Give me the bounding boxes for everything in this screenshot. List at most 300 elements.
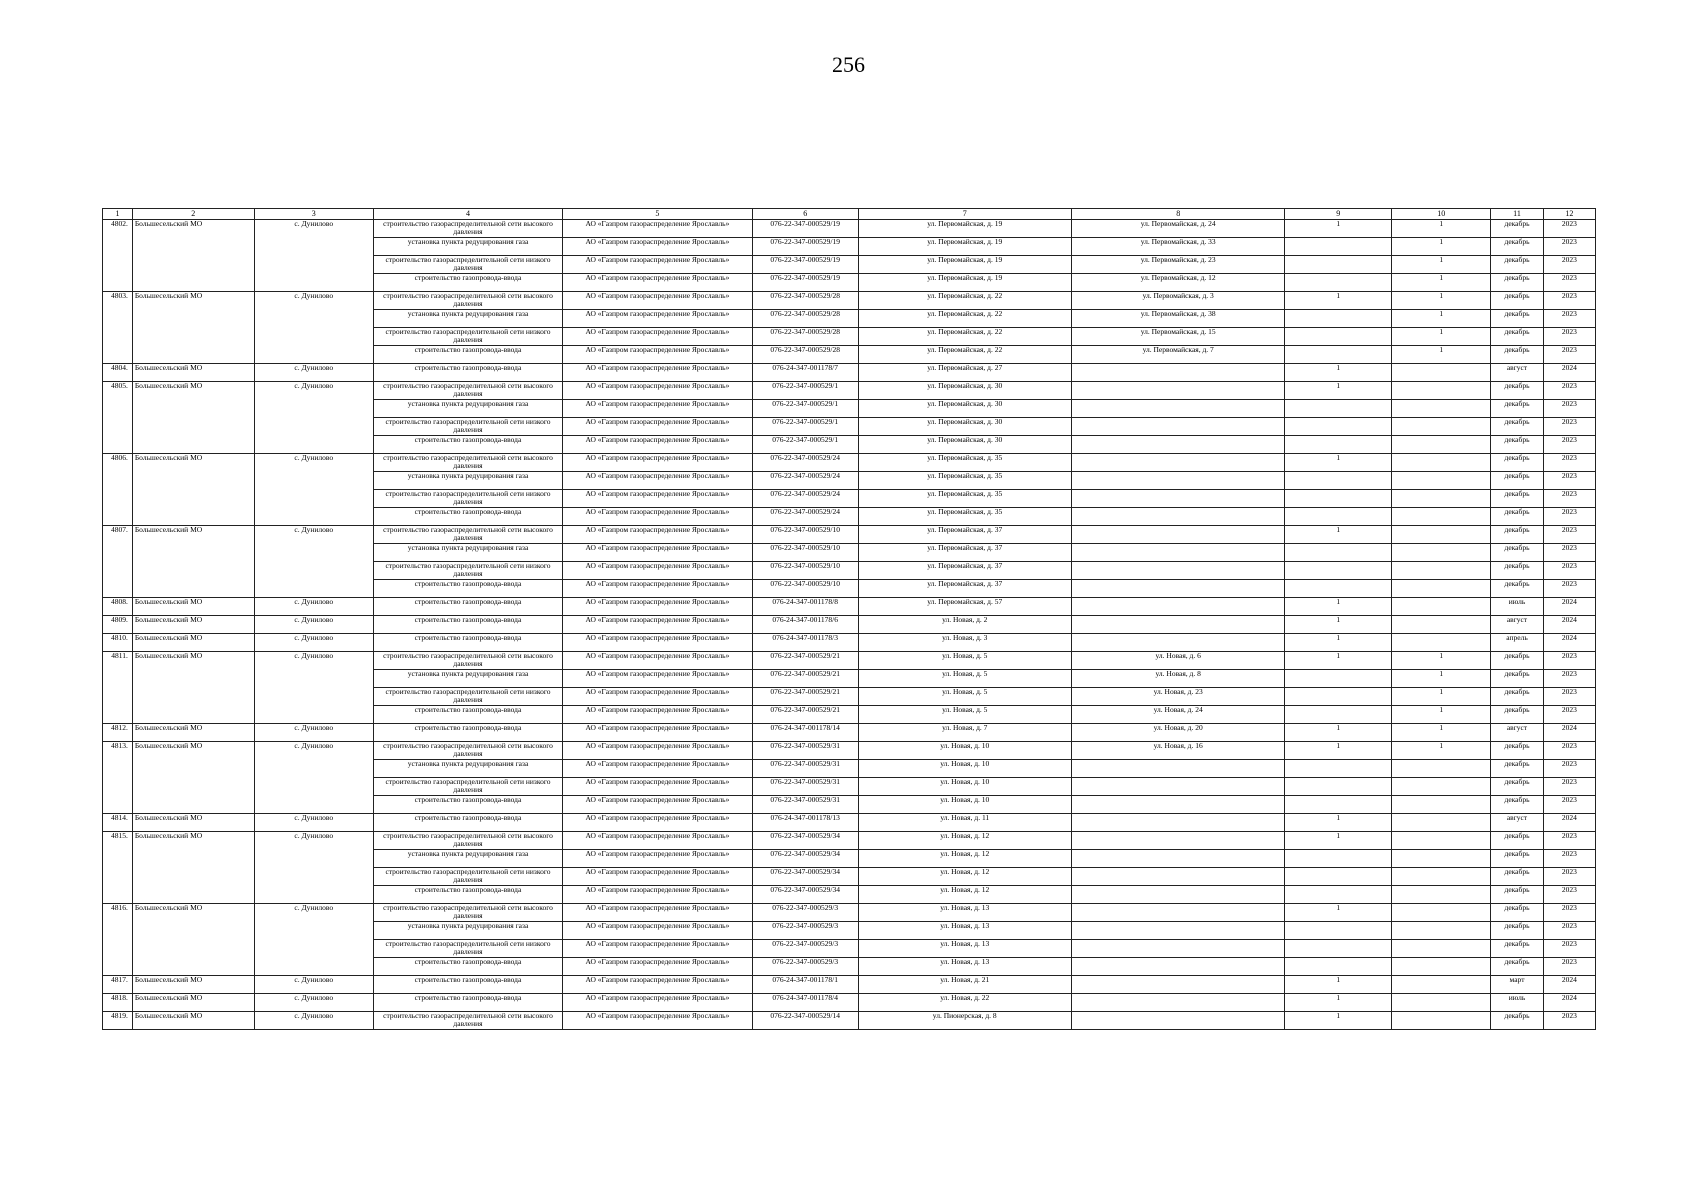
work-type-cell: установка пункта редуцирования газа — [374, 400, 563, 418]
row-number-cell: 4814. — [103, 814, 133, 832]
month-cell: декабрь — [1491, 490, 1543, 508]
count2-cell — [1392, 922, 1491, 940]
tu-number-cell: 076-22-347-000529/10 — [752, 562, 858, 580]
locality-cell: с. Дунилово — [254, 994, 374, 1012]
work-type-cell: строительство газопровода-ввода — [374, 274, 563, 292]
count-cell — [1285, 508, 1392, 526]
locality-cell — [254, 796, 374, 814]
month-cell: декабрь — [1491, 706, 1543, 724]
row-number-cell — [103, 418, 133, 436]
work-type-cell: строительство газораспределительной сети низкого давления — [374, 418, 563, 436]
address-cell: ул. Первомайская, д. 30 — [858, 400, 1071, 418]
address-cell: ул. Новая, д. 12 — [858, 850, 1071, 868]
table-body — [103, 209, 1596, 1030]
locality-cell — [254, 562, 374, 580]
work-type-cell: строительство газопровода-ввода — [374, 976, 563, 994]
address-cell: ул. Первомайская, д. 19 — [858, 238, 1071, 256]
organization-cell: АО «Газпром газораспределение Ярославль» — [562, 922, 752, 940]
address2-cell: ул. Новая, д. 24 — [1071, 706, 1284, 724]
address2-cell — [1071, 814, 1284, 832]
row-number-cell — [103, 922, 133, 940]
count2-cell — [1392, 454, 1491, 472]
year-cell: 2023 — [1543, 958, 1595, 976]
tu-number-cell: 076-24-347-001178/4 — [752, 994, 858, 1012]
locality-cell — [254, 670, 374, 688]
row-number-cell — [103, 670, 133, 688]
work-type-cell: установка пункта редуцирования газа — [374, 238, 563, 256]
table-row — [103, 616, 1596, 634]
month-cell: декабрь — [1491, 868, 1543, 886]
address-cell: ул. Новая, д. 21 — [858, 976, 1071, 994]
address-cell: ул. Первомайская, д. 37 — [858, 544, 1071, 562]
year-cell: 2023 — [1543, 346, 1595, 364]
organization-cell: АО «Газпром газораспределение Ярославль» — [562, 544, 752, 562]
tu-number-cell: 076-22-347-000529/10 — [752, 526, 858, 544]
address-cell: ул. Новая, д. 13 — [858, 904, 1071, 922]
locality-cell — [254, 256, 374, 274]
table-row — [103, 904, 1596, 922]
month-cell: июль — [1491, 598, 1543, 616]
col-header: 9 — [1285, 209, 1392, 220]
table-row — [103, 670, 1596, 688]
month-cell: декабрь — [1491, 238, 1543, 256]
municipality-cell — [132, 346, 254, 364]
count-cell — [1285, 778, 1392, 796]
tu-number-cell: 076-22-347-000529/1 — [752, 400, 858, 418]
work-type-cell: строительство газораспределительной сети высокого давления — [374, 1012, 563, 1030]
month-cell: декабрь — [1491, 220, 1543, 238]
count2-cell — [1392, 904, 1491, 922]
address-cell: ул. Первомайская, д. 35 — [858, 472, 1071, 490]
table-row — [103, 418, 1596, 436]
table-row — [103, 958, 1596, 976]
table-row — [103, 688, 1596, 706]
month-cell: декабрь — [1491, 580, 1543, 598]
table-row — [103, 436, 1596, 454]
row-number-cell — [103, 688, 133, 706]
organization-cell: АО «Газпром газораспределение Ярославль» — [562, 580, 752, 598]
organization-cell: АО «Газпром газораспределение Ярославль» — [562, 670, 752, 688]
organization-cell: АО «Газпром газораспределение Ярославль» — [562, 220, 752, 238]
row-number-cell — [103, 940, 133, 958]
organization-cell: АО «Газпром газораспределение Ярославль» — [562, 562, 752, 580]
address2-cell — [1071, 796, 1284, 814]
table-row — [103, 256, 1596, 274]
locality-cell: с. Дунилово — [254, 652, 374, 670]
count-cell — [1285, 310, 1392, 328]
row-number-cell: 4804. — [103, 364, 133, 382]
address2-cell — [1071, 454, 1284, 472]
address2-cell — [1071, 382, 1284, 400]
count-cell: 1 — [1285, 742, 1392, 760]
year-cell: 2023 — [1543, 652, 1595, 670]
address-cell: ул. Первомайская, д. 35 — [858, 508, 1071, 526]
tu-number-cell: 076-22-347-000529/1 — [752, 418, 858, 436]
year-cell: 2024 — [1543, 616, 1595, 634]
count-cell: 1 — [1285, 526, 1392, 544]
col-header: 8 — [1071, 209, 1284, 220]
municipality-cell: Большесельский МО — [132, 652, 254, 670]
municipality-cell: Большесельский МО — [132, 220, 254, 238]
count2-cell — [1392, 562, 1491, 580]
address2-cell — [1071, 1012, 1284, 1030]
address-cell: ул. Новая, д. 3 — [858, 634, 1071, 652]
organization-cell: АО «Газпром газораспределение Ярославль» — [562, 526, 752, 544]
municipality-cell — [132, 688, 254, 706]
count-cell: 1 — [1285, 814, 1392, 832]
address2-cell: ул. Новая, д. 16 — [1071, 742, 1284, 760]
month-cell: декабрь — [1491, 454, 1543, 472]
organization-cell: АО «Газпром газораспределение Ярославль» — [562, 508, 752, 526]
year-cell: 2023 — [1543, 400, 1595, 418]
year-cell: 2023 — [1543, 292, 1595, 310]
month-cell: декабрь — [1491, 904, 1543, 922]
tu-number-cell: 076-22-347-000529/19 — [752, 220, 858, 238]
work-type-cell: строительство газораспределительной сети высокого давления — [374, 292, 563, 310]
count-cell: 1 — [1285, 994, 1392, 1012]
year-cell: 2023 — [1543, 328, 1595, 346]
work-type-cell: строительство газораспределительной сети низкого давления — [374, 256, 563, 274]
year-cell: 2023 — [1543, 490, 1595, 508]
locality-cell: с. Дунилово — [254, 220, 374, 238]
count-cell: 1 — [1285, 382, 1392, 400]
year-cell: 2023 — [1543, 310, 1595, 328]
table-row — [103, 922, 1596, 940]
year-cell: 2024 — [1543, 976, 1595, 994]
count-cell — [1285, 796, 1392, 814]
work-type-cell: строительство газораспределительной сети высокого давления — [374, 220, 563, 238]
organization-cell: АО «Газпром газораспределение Ярославль» — [562, 274, 752, 292]
count2-cell — [1392, 382, 1491, 400]
work-type-cell: строительство газопровода-ввода — [374, 508, 563, 526]
count2-cell — [1392, 418, 1491, 436]
address-cell: ул. Новая, д. 12 — [858, 868, 1071, 886]
month-cell: август — [1491, 616, 1543, 634]
table-row — [103, 814, 1596, 832]
address2-cell: ул. Первомайская, д. 15 — [1071, 328, 1284, 346]
address-cell: ул. Новая, д. 10 — [858, 796, 1071, 814]
count2-cell — [1392, 400, 1491, 418]
count2-cell — [1392, 976, 1491, 994]
tu-number-cell: 076-24-347-001178/13 — [752, 814, 858, 832]
count2-cell: 1 — [1392, 220, 1491, 238]
month-cell: декабрь — [1491, 760, 1543, 778]
month-cell: декабрь — [1491, 886, 1543, 904]
count-cell — [1285, 472, 1392, 490]
count-cell: 1 — [1285, 652, 1392, 670]
work-type-cell: строительство газораспределительной сети высокого давления — [374, 904, 563, 922]
month-cell: декабрь — [1491, 688, 1543, 706]
tu-number-cell: 076-22-347-000529/34 — [752, 832, 858, 850]
table-row — [103, 724, 1596, 742]
count2-cell — [1392, 616, 1491, 634]
municipality-cell — [132, 760, 254, 778]
work-type-cell: строительство газопровода-ввода — [374, 598, 563, 616]
work-type-cell: строительство газораспределительной сети низкого давления — [374, 868, 563, 886]
table-row — [103, 310, 1596, 328]
municipality-cell: Большесельский МО — [132, 616, 254, 634]
row-number-cell: 4819. — [103, 1012, 133, 1030]
register-table — [102, 208, 1596, 1030]
month-cell: декабрь — [1491, 958, 1543, 976]
address2-cell: ул. Новая, д. 23 — [1071, 688, 1284, 706]
month-cell: декабрь — [1491, 328, 1543, 346]
municipality-cell: Большесельский МО — [132, 382, 254, 400]
address-cell: ул. Первомайская, д. 30 — [858, 436, 1071, 454]
work-type-cell: строительство газопровода-ввода — [374, 796, 563, 814]
count-cell: 1 — [1285, 364, 1392, 382]
work-type-cell: установка пункта редуцирования газа — [374, 670, 563, 688]
locality-cell: с. Дунилово — [254, 832, 374, 850]
address2-cell — [1071, 562, 1284, 580]
row-number-cell — [103, 400, 133, 418]
work-type-cell: строительство газопровода-ввода — [374, 724, 563, 742]
row-number-cell — [103, 850, 133, 868]
count2-cell — [1392, 472, 1491, 490]
address-cell: ул. Первомайская, д. 22 — [858, 310, 1071, 328]
work-type-cell: строительство газораспределительной сети низкого давления — [374, 940, 563, 958]
address-cell: ул. Новая, д. 10 — [858, 742, 1071, 760]
locality-cell: с. Дунилово — [254, 742, 374, 760]
row-number-cell: 4805. — [103, 382, 133, 400]
municipality-cell — [132, 256, 254, 274]
year-cell: 2024 — [1543, 364, 1595, 382]
year-cell: 2023 — [1543, 796, 1595, 814]
work-type-cell: строительство газораспределительной сети низкого давления — [374, 778, 563, 796]
municipality-cell — [132, 274, 254, 292]
count2-cell — [1392, 886, 1491, 904]
count2-cell — [1392, 634, 1491, 652]
row-number-cell — [103, 508, 133, 526]
count2-cell: 1 — [1392, 274, 1491, 292]
count-cell — [1285, 940, 1392, 958]
tu-number-cell: 076-22-347-000529/24 — [752, 472, 858, 490]
municipality-cell — [132, 868, 254, 886]
tu-number-cell: 076-22-347-000529/19 — [752, 256, 858, 274]
address2-cell: ул. Первомайская, д. 33 — [1071, 238, 1284, 256]
count-cell: 1 — [1285, 634, 1392, 652]
year-cell: 2023 — [1543, 220, 1595, 238]
row-number-cell: 4813. — [103, 742, 133, 760]
row-number-cell — [103, 310, 133, 328]
address-cell: ул. Новая, д. 13 — [858, 958, 1071, 976]
row-number-cell: 4810. — [103, 634, 133, 652]
table-row — [103, 634, 1596, 652]
count-cell: 1 — [1285, 1012, 1392, 1030]
count-cell — [1285, 886, 1392, 904]
year-cell: 2023 — [1543, 382, 1595, 400]
year-cell: 2023 — [1543, 742, 1595, 760]
organization-cell: АО «Газпром газораспределение Ярославль» — [562, 490, 752, 508]
table-row — [103, 292, 1596, 310]
table-row — [103, 778, 1596, 796]
municipality-cell — [132, 670, 254, 688]
table-row — [103, 382, 1596, 400]
organization-cell: АО «Газпром газораспределение Ярославль» — [562, 256, 752, 274]
locality-cell — [254, 706, 374, 724]
count-cell — [1285, 580, 1392, 598]
locality-cell — [254, 490, 374, 508]
month-cell: декабрь — [1491, 436, 1543, 454]
municipality-cell: Большесельский МО — [132, 526, 254, 544]
locality-cell — [254, 850, 374, 868]
table-row — [103, 490, 1596, 508]
table-row — [103, 868, 1596, 886]
address2-cell — [1071, 616, 1284, 634]
count-cell: 1 — [1285, 832, 1392, 850]
locality-cell: с. Дунилово — [254, 904, 374, 922]
address2-cell — [1071, 526, 1284, 544]
municipality-cell — [132, 328, 254, 346]
row-number-cell: 4815. — [103, 832, 133, 850]
year-cell: 2023 — [1543, 922, 1595, 940]
year-cell: 2023 — [1543, 508, 1595, 526]
table-row — [103, 400, 1596, 418]
count2-cell — [1392, 364, 1491, 382]
municipality-cell — [132, 580, 254, 598]
count-cell — [1285, 490, 1392, 508]
tu-number-cell: 076-22-347-000529/34 — [752, 868, 858, 886]
organization-cell: АО «Газпром газораспределение Ярославль» — [562, 472, 752, 490]
locality-cell — [254, 778, 374, 796]
count2-cell — [1392, 436, 1491, 454]
table-row — [103, 508, 1596, 526]
address-cell: ул. Новая, д. 5 — [858, 670, 1071, 688]
address2-cell — [1071, 436, 1284, 454]
work-type-cell: строительство газопровода-ввода — [374, 634, 563, 652]
month-cell: декабрь — [1491, 832, 1543, 850]
organization-cell: АО «Газпром газораспределение Ярославль» — [562, 796, 752, 814]
count2-cell — [1392, 1012, 1491, 1030]
locality-cell — [254, 436, 374, 454]
organization-cell: АО «Газпром газораспределение Ярославль» — [562, 688, 752, 706]
col-header: 5 — [562, 209, 752, 220]
count2-cell — [1392, 544, 1491, 562]
count-cell — [1285, 346, 1392, 364]
row-number-cell — [103, 256, 133, 274]
year-cell: 2023 — [1543, 436, 1595, 454]
address-cell: ул. Пионерская, д. 8 — [858, 1012, 1071, 1030]
address-cell: ул. Первомайская, д. 19 — [858, 274, 1071, 292]
address2-cell — [1071, 940, 1284, 958]
month-cell: декабрь — [1491, 562, 1543, 580]
organization-cell: АО «Газпром газораспределение Ярославль» — [562, 760, 752, 778]
municipality-cell — [132, 922, 254, 940]
year-cell: 2023 — [1543, 472, 1595, 490]
work-type-cell: установка пункта редуцирования газа — [374, 922, 563, 940]
year-cell: 2023 — [1543, 760, 1595, 778]
address2-cell — [1071, 508, 1284, 526]
year-cell: 2023 — [1543, 562, 1595, 580]
month-cell: декабрь — [1491, 292, 1543, 310]
tu-number-cell: 076-22-347-000529/3 — [752, 904, 858, 922]
row-number-cell: 4816. — [103, 904, 133, 922]
tu-number-cell: 076-24-347-001178/7 — [752, 364, 858, 382]
row-number-cell — [103, 796, 133, 814]
month-cell: декабрь — [1491, 922, 1543, 940]
col-header: 3 — [254, 209, 374, 220]
year-cell: 2023 — [1543, 670, 1595, 688]
year-cell: 2023 — [1543, 868, 1595, 886]
count2-cell: 1 — [1392, 688, 1491, 706]
table-row — [103, 832, 1596, 850]
address-cell: ул. Новая, д. 7 — [858, 724, 1071, 742]
tu-number-cell: 076-22-347-000529/10 — [752, 544, 858, 562]
municipality-cell — [132, 706, 254, 724]
organization-cell: АО «Газпром газораспределение Ярославль» — [562, 328, 752, 346]
municipality-cell: Большесельский МО — [132, 454, 254, 472]
address-cell: ул. Новая, д. 2 — [858, 616, 1071, 634]
count-cell — [1285, 562, 1392, 580]
year-cell: 2023 — [1543, 238, 1595, 256]
organization-cell: АО «Газпром газораспределение Ярославль» — [562, 724, 752, 742]
year-cell: 2023 — [1543, 904, 1595, 922]
table-row — [103, 652, 1596, 670]
month-cell: август — [1491, 364, 1543, 382]
work-type-cell: установка пункта редуцирования газа — [374, 760, 563, 778]
locality-cell: с. Дунилово — [254, 976, 374, 994]
tu-number-cell: 076-22-347-000529/28 — [752, 292, 858, 310]
year-cell: 2023 — [1543, 778, 1595, 796]
row-number-cell — [103, 490, 133, 508]
municipality-cell: Большесельский МО — [132, 364, 254, 382]
address-cell: ул. Новая, д. 22 — [858, 994, 1071, 1012]
count-cell — [1285, 400, 1392, 418]
month-cell: декабрь — [1491, 346, 1543, 364]
locality-cell — [254, 688, 374, 706]
work-type-cell: строительство газораспределительной сети высокого давления — [374, 652, 563, 670]
municipality-cell: Большесельский МО — [132, 994, 254, 1012]
month-cell: август — [1491, 724, 1543, 742]
count2-cell: 1 — [1392, 310, 1491, 328]
count-cell: 1 — [1285, 292, 1392, 310]
address2-cell — [1071, 364, 1284, 382]
work-type-cell: установка пункта редуцирования газа — [374, 310, 563, 328]
address2-cell: ул. Первомайская, д. 3 — [1071, 292, 1284, 310]
work-type-cell: строительство газопровода-ввода — [374, 814, 563, 832]
work-type-cell: строительство газораспределительной сети высокого давления — [374, 382, 563, 400]
count2-cell — [1392, 850, 1491, 868]
organization-cell: АО «Газпром газораспределение Ярославль» — [562, 976, 752, 994]
count-cell — [1285, 850, 1392, 868]
municipality-cell — [132, 850, 254, 868]
organization-cell: АО «Газпром газораспределение Ярославль» — [562, 418, 752, 436]
municipality-cell — [132, 562, 254, 580]
work-type-cell: строительство газопровода-ввода — [374, 886, 563, 904]
locality-cell — [254, 940, 374, 958]
year-cell: 2023 — [1543, 940, 1595, 958]
work-type-cell: установка пункта редуцирования газа — [374, 850, 563, 868]
tu-number-cell: 076-24-347-001178/6 — [752, 616, 858, 634]
col-header: 10 — [1392, 209, 1491, 220]
table-row — [103, 220, 1596, 238]
address2-cell: ул. Новая, д. 20 — [1071, 724, 1284, 742]
col-header: 12 — [1543, 209, 1595, 220]
address-cell: ул. Новая, д. 5 — [858, 652, 1071, 670]
organization-cell: АО «Газпром газораспределение Ярославль» — [562, 364, 752, 382]
tu-number-cell: 076-22-347-000529/14 — [752, 1012, 858, 1030]
organization-cell: АО «Газпром газораспределение Ярославль» — [562, 868, 752, 886]
count-cell: 1 — [1285, 598, 1392, 616]
month-cell: декабрь — [1491, 400, 1543, 418]
municipality-cell: Большесельский МО — [132, 634, 254, 652]
month-cell: июль — [1491, 994, 1543, 1012]
work-type-cell: строительство газораспределительной сети низкого давления — [374, 688, 563, 706]
organization-cell: АО «Газпром газораспределение Ярославль» — [562, 598, 752, 616]
month-cell: декабрь — [1491, 418, 1543, 436]
month-cell: март — [1491, 976, 1543, 994]
work-type-cell: строительство газораспределительной сети высокого давления — [374, 526, 563, 544]
